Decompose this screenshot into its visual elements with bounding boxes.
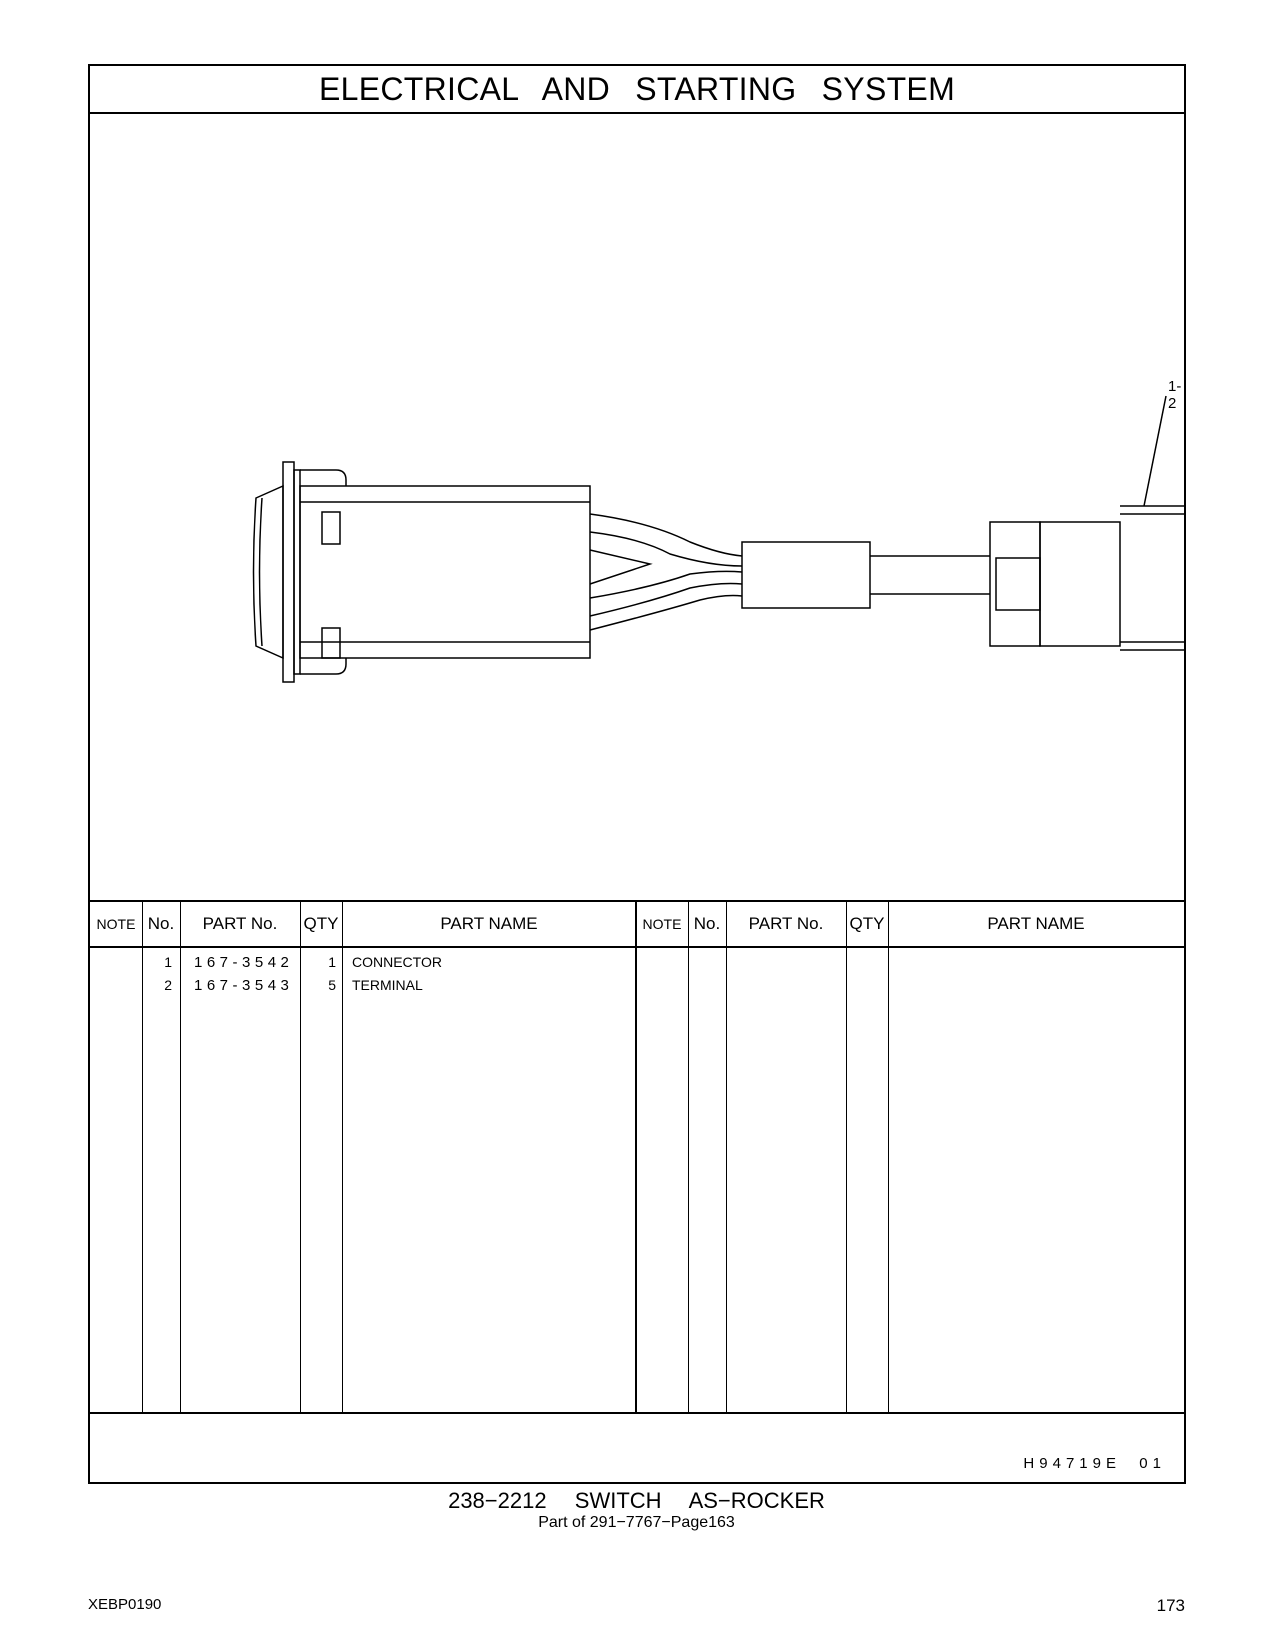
wire-sleeve [742, 542, 870, 608]
col-note-2: NOTE [642, 916, 682, 932]
table-row [90, 954, 1184, 977]
col-note: NOTE [96, 916, 136, 932]
col-no: No. [147, 914, 175, 933]
quantity: 1 [328, 954, 336, 970]
drawing-footer [90, 1412, 1184, 1482]
col-qty-2: QTY [849, 914, 885, 933]
callout-label: 1-2 [1168, 378, 1182, 412]
table-row [90, 977, 1184, 1000]
col-part-name: PART NAME [440, 914, 538, 933]
item-number: 1 [164, 954, 172, 970]
assembly-subtitle: Part of 291−7767−Page163 [538, 1514, 735, 1531]
switch-housing [300, 486, 590, 658]
parts-table-header [90, 900, 1184, 948]
part-name: TERMINAL [352, 977, 423, 993]
parts-table-body [90, 948, 1184, 1412]
col-part-no: PART No. [202, 914, 278, 933]
parts-illustration [90, 114, 1184, 900]
parts-page-frame [88, 64, 1186, 1484]
quantity: 5 [328, 977, 336, 993]
col-part-no-2: PART No. [748, 914, 824, 933]
part-name: CONNECTOR [352, 954, 442, 970]
section-title: ELECTRICAL AND STARTING SYSTEM [90, 66, 1184, 114]
connector-body [990, 522, 1040, 646]
rocker-face [254, 486, 284, 658]
part-number: 167-3543 [194, 977, 294, 994]
part-number: 167-3542 [194, 954, 294, 971]
switch-flange [283, 462, 294, 682]
callout-leader [1144, 396, 1166, 506]
col-qty: QTY [303, 914, 339, 933]
document-id: XEBP0190 [88, 1596, 162, 1613]
col-part-name-2: PART NAME [987, 914, 1085, 933]
page-number: 173 [1156, 1596, 1185, 1615]
assembly-caption [0, 1488, 1273, 1532]
assembly-title: 238−2212 SWITCH AS−ROCKER [448, 1488, 825, 1513]
item-number: 2 [164, 977, 172, 993]
rocker-switch-drawing [90, 114, 1184, 900]
col-no-2: No. [693, 914, 721, 933]
drawing-code: H94719E 01 [1023, 1455, 1166, 1472]
